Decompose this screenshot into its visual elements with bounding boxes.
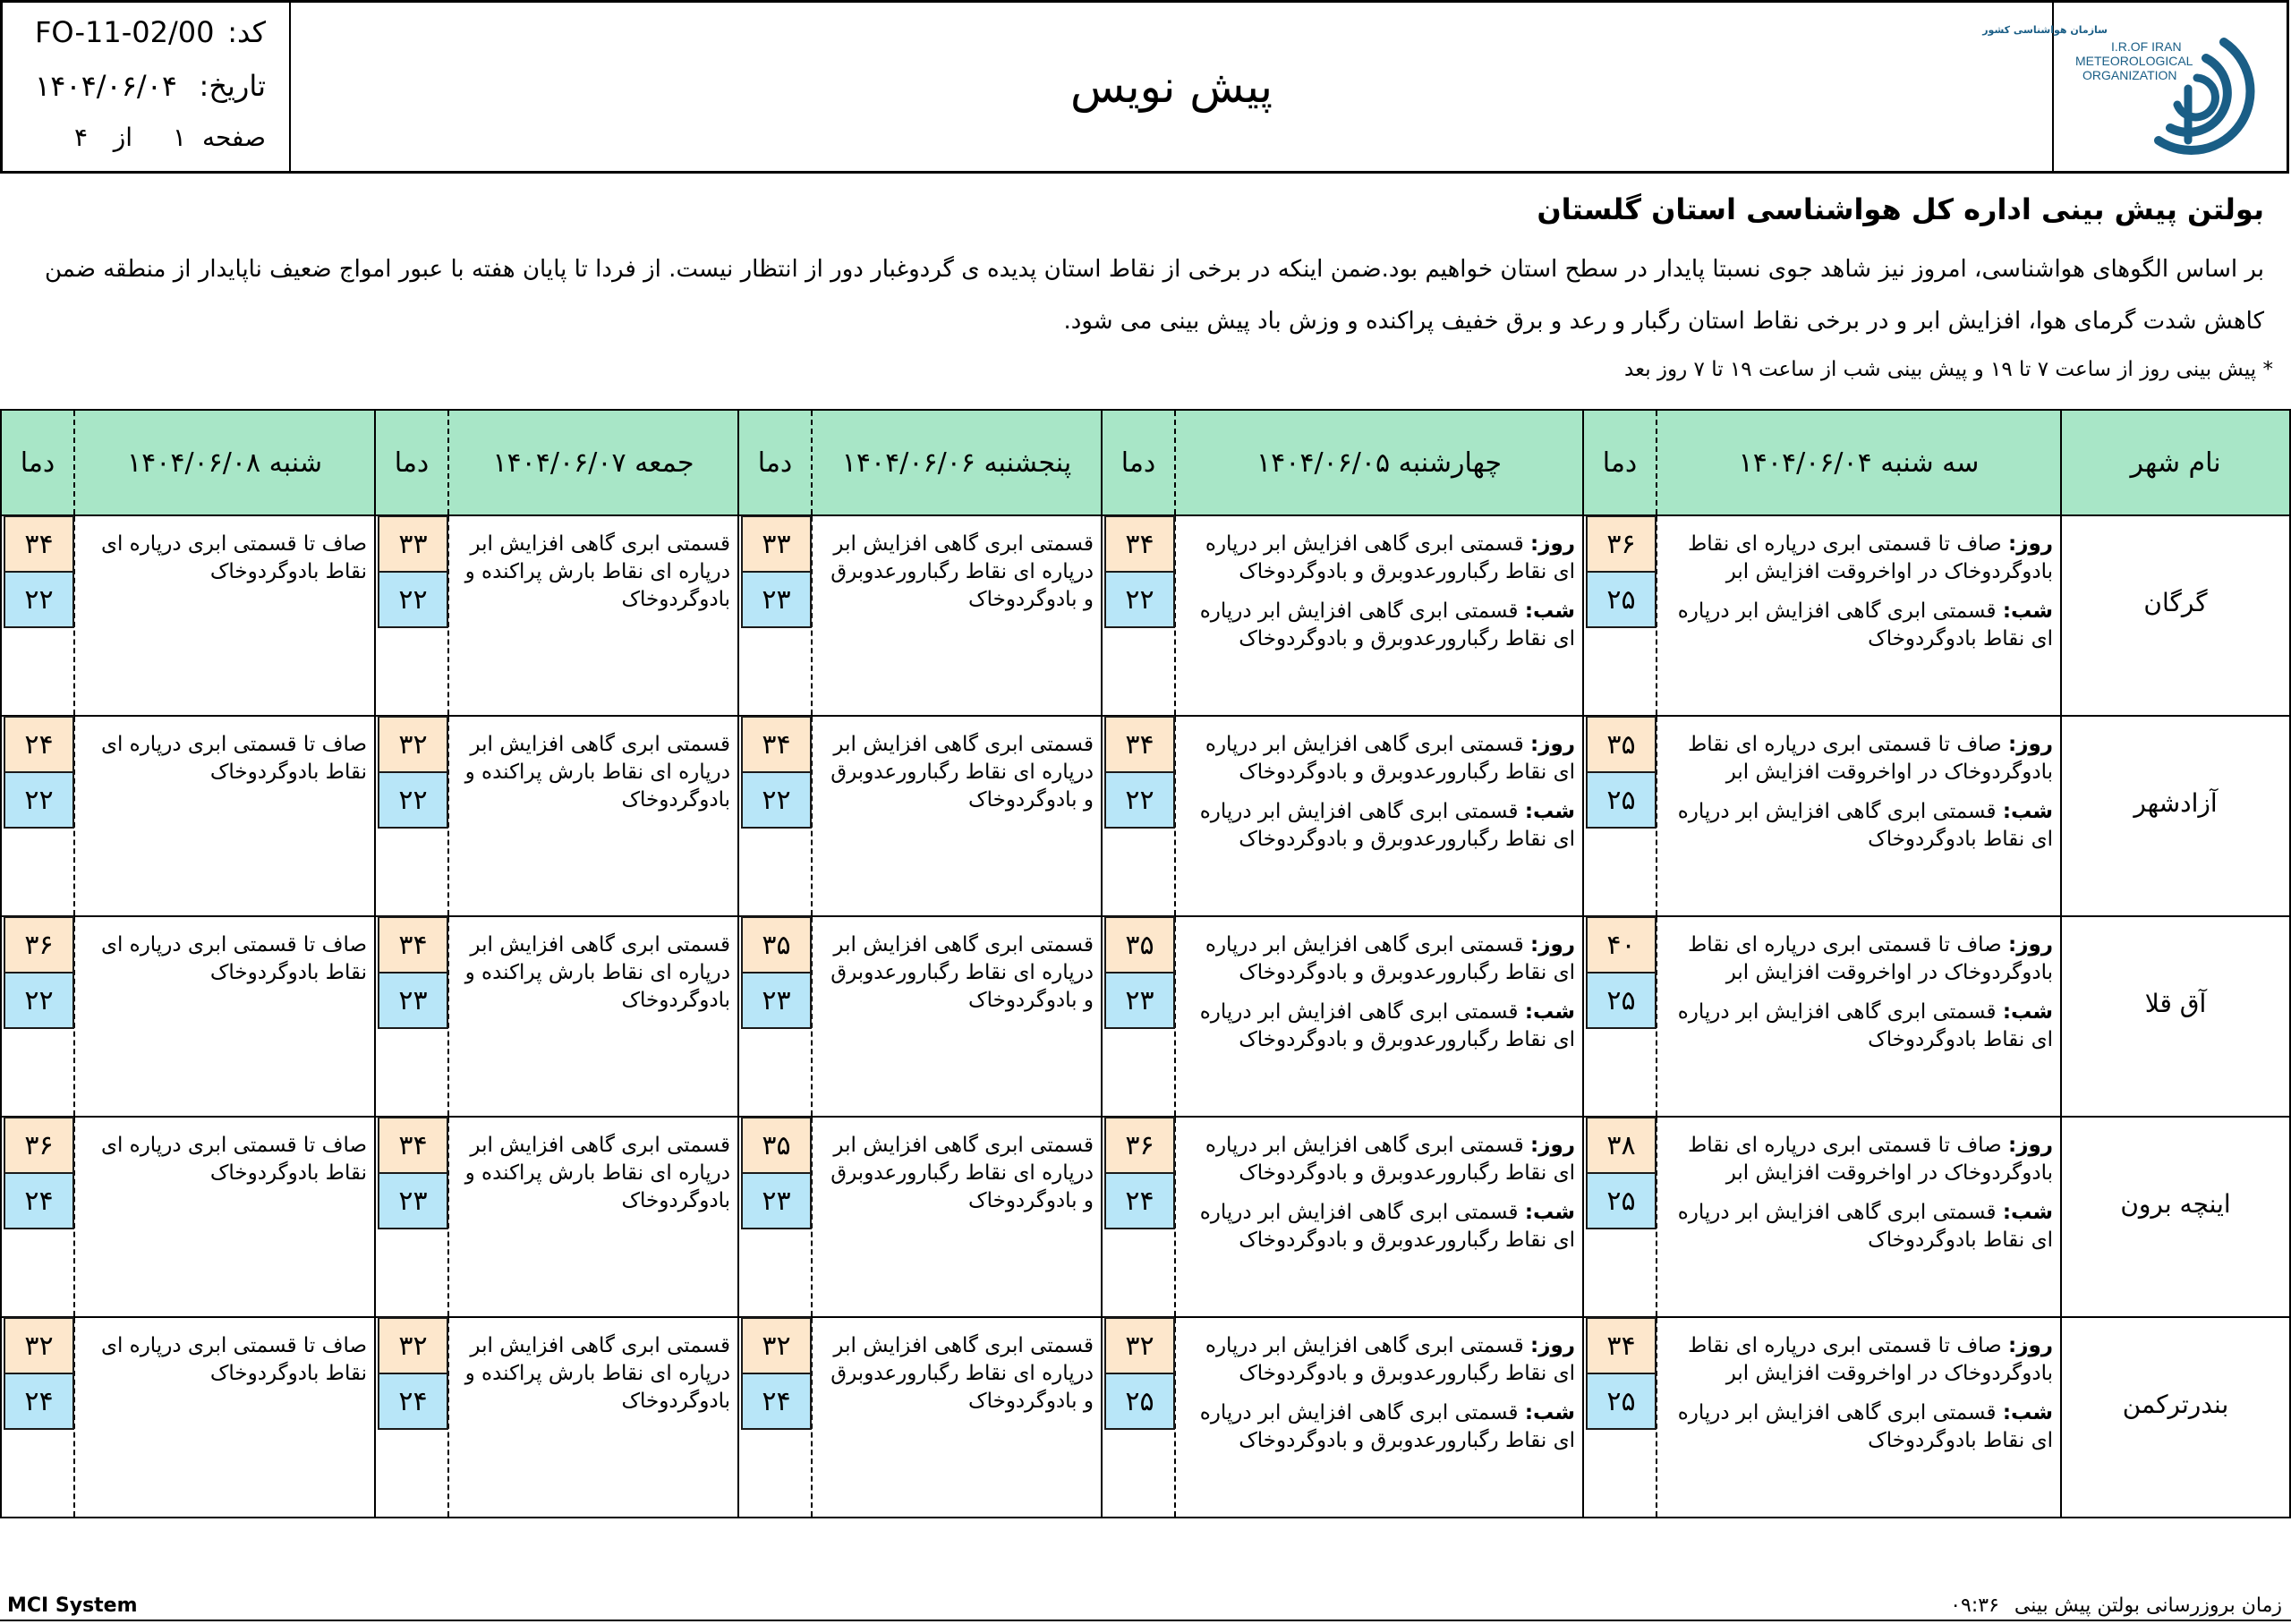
forecast-cell bbox=[74, 515, 375, 716]
day-label: روز: bbox=[2008, 1334, 2053, 1357]
temperature-cell bbox=[1583, 1117, 1657, 1317]
page-total: ۴ bbox=[73, 123, 88, 152]
forecast-body bbox=[1, 515, 2290, 1518]
min-temperature: ۲۴ bbox=[4, 1172, 74, 1229]
temperature-cell bbox=[375, 716, 448, 916]
date-value: ۱۴۰۴/۰۶/۰۴ bbox=[35, 69, 178, 103]
forecast-text: قسمتی ابری گاهی افزایش ابر درپاره ای نقاط بارش پراکنده و بادوگردوخاک bbox=[464, 933, 730, 1012]
min-temperature: ۲۲ bbox=[378, 771, 448, 829]
day-label: روز: bbox=[2008, 933, 2053, 957]
forecast-description bbox=[813, 1318, 1101, 1416]
day-label: روز: bbox=[2008, 733, 2053, 756]
temperature-cell bbox=[1583, 916, 1657, 1117]
temp-header: دما bbox=[738, 410, 812, 515]
code-label: کد: bbox=[227, 15, 266, 49]
temperature-cell bbox=[1102, 515, 1175, 716]
temp-header: دما bbox=[1583, 410, 1657, 515]
day-forecast bbox=[1181, 731, 1575, 786]
page-title: پیش نویس bbox=[1069, 61, 1273, 113]
night-label: شب: bbox=[1524, 1000, 1575, 1024]
day-header-5: شنبه ۱۴۰۴/۰۶/۰۸ bbox=[74, 410, 375, 515]
day-forecast-text: قسمتی ابری گاهی افزایش ابر درپاره ای نقاط رگبارورعدوبرق و بادوگردوخاک bbox=[1205, 532, 1575, 583]
night-forecast bbox=[1181, 1199, 1575, 1254]
code-row bbox=[3, 15, 289, 60]
table-row bbox=[1, 916, 2290, 1117]
day-forecast bbox=[1663, 731, 2053, 786]
max-temperature: ۳۴ bbox=[1586, 1317, 1657, 1374]
day-label: روز: bbox=[1530, 733, 1575, 756]
temperature-cell bbox=[375, 1117, 448, 1317]
temperature-cell bbox=[1, 515, 74, 716]
document-meta bbox=[3, 3, 291, 171]
day-forecast bbox=[1663, 531, 2053, 586]
forecast-cell bbox=[1175, 1117, 1583, 1317]
footer-divider bbox=[0, 1620, 2291, 1621]
min-temperature: ۲۳ bbox=[378, 972, 448, 1029]
min-temperature: ۲۲ bbox=[741, 771, 812, 829]
day-forecast-text: صاف تا قسمتی ابری درپاره ای نقاط بادوگردوخاک در اواخروقت افزایش ابر bbox=[1688, 1134, 2053, 1185]
date-label: تاریخ: bbox=[199, 69, 266, 103]
night-label: شب: bbox=[1524, 1201, 1575, 1224]
max-temperature: ۲۴ bbox=[4, 716, 74, 773]
temperature-cell bbox=[1102, 916, 1175, 1117]
forecast-cell bbox=[1657, 916, 2061, 1117]
page-row bbox=[3, 123, 289, 167]
max-temperature: ۳۴ bbox=[4, 515, 74, 573]
max-temperature: ۳۵ bbox=[741, 1117, 812, 1174]
logo bbox=[1982, 3, 2287, 171]
temperature-cell bbox=[375, 515, 448, 716]
night-label: شب: bbox=[2002, 599, 2053, 623]
night-forecast bbox=[1663, 999, 2053, 1054]
forecast-description bbox=[1176, 1318, 1582, 1455]
temperature-cell bbox=[1, 916, 74, 1117]
temperature-cell bbox=[1, 1317, 74, 1518]
forecast-cell bbox=[1175, 515, 1583, 716]
update-label: زمان بروزرسانی بولتن پیش بینی bbox=[2014, 1594, 2282, 1617]
min-temperature: ۲۳ bbox=[741, 571, 812, 628]
max-temperature: ۳۲ bbox=[1104, 1317, 1175, 1374]
max-temperature: ۳۴ bbox=[1104, 716, 1175, 773]
min-temperature: ۲۳ bbox=[741, 972, 812, 1029]
temperature-cell bbox=[375, 916, 448, 1117]
temperature-cell bbox=[1102, 716, 1175, 916]
night-label: شب: bbox=[1524, 800, 1575, 823]
city-name: گرگان bbox=[2061, 515, 2290, 716]
table-header-row bbox=[1, 410, 2290, 515]
forecast-cell bbox=[1175, 916, 1583, 1117]
night-forecast-text: قسمتی ابری گاهی افزایش ابر درپاره ای نقاط رگبارورعدوبرق و بادوگردوخاک bbox=[1199, 1000, 1575, 1051]
meteorological-organization-logo-icon bbox=[1982, 6, 2278, 167]
forecast-text: صاف تا قسمتی ابری درپاره ای نقاط بادوگردوخاک bbox=[100, 532, 367, 583]
day-forecast-text: صاف تا قسمتی ابری درپاره ای نقاط بادوگردوخاک در اواخروقت افزایش ابر bbox=[1688, 1334, 2053, 1385]
forecast-description bbox=[1657, 1318, 2060, 1455]
min-temperature: ۲۵ bbox=[1586, 1373, 1657, 1430]
forecast-description bbox=[1176, 917, 1582, 1054]
city-header: نام شهر bbox=[2061, 410, 2290, 515]
document-header bbox=[0, 0, 2289, 174]
night-forecast bbox=[1181, 999, 1575, 1054]
temperature-cell bbox=[738, 1117, 812, 1317]
day-forecast-text: صاف تا قسمتی ابری درپاره ای نقاط بادوگردوخاک در اواخروقت افزایش ابر bbox=[1688, 532, 2053, 583]
forecast-cell bbox=[1657, 515, 2061, 716]
forecast-cell bbox=[448, 515, 738, 716]
night-forecast bbox=[1663, 1399, 2053, 1455]
day-header-2: چهارشنبه ۱۴۰۴/۰۶/۰۵ bbox=[1175, 410, 1583, 515]
forecast-description bbox=[449, 516, 737, 614]
temperature-cell bbox=[738, 716, 812, 916]
forecast-description bbox=[813, 516, 1101, 614]
max-temperature: ۳۵ bbox=[741, 916, 812, 974]
forecast-text: صاف تا قسمتی ابری درپاره ای نقاط بادوگردوخاک bbox=[100, 1134, 367, 1185]
forecast-text: قسمتی ابری گاهی افزایش ابر درپاره ای نقاط بارش پراکنده و بادوگردوخاک bbox=[464, 733, 730, 812]
temperature-cell bbox=[1, 716, 74, 916]
forecast-description bbox=[1657, 516, 2060, 653]
day-forecast bbox=[1181, 931, 1575, 987]
day-forecast-text: صاف تا قسمتی ابری درپاره ای نقاط بادوگردوخاک در اواخروقت افزایش ابر bbox=[1688, 733, 2053, 784]
min-temperature: ۲۵ bbox=[1586, 571, 1657, 628]
max-temperature: ۳۳ bbox=[378, 515, 448, 573]
night-forecast-text: قسمتی ابری گاهی افزایش ابر درپاره ای نقاط رگبارورعدوبرق و بادوگردوخاک bbox=[1199, 599, 1575, 650]
forecast-description bbox=[75, 1318, 374, 1388]
max-temperature: ۳۲ bbox=[378, 1317, 448, 1374]
forecast-cell bbox=[812, 1117, 1102, 1317]
update-time: ۰۹:۳۶ bbox=[1950, 1594, 1999, 1617]
logo-text-en-1: I.R.OF IRAN bbox=[2111, 39, 2182, 54]
temperature-cell bbox=[1583, 515, 1657, 716]
forecast-cell bbox=[74, 1117, 375, 1317]
night-forecast bbox=[1181, 1399, 1575, 1455]
night-forecast bbox=[1663, 598, 2053, 653]
max-temperature: ۳۶ bbox=[4, 1117, 74, 1174]
forecast-cell bbox=[1175, 716, 1583, 916]
forecast-text: قسمتی ابری گاهی افزایش ابر درپاره ای نقاط رگبارورعدوبرق و بادوگردوخاک bbox=[830, 733, 1094, 812]
night-label: شب: bbox=[2002, 1401, 2053, 1424]
day-forecast-text: قسمتی ابری گاهی افزایش ابر درپاره ای نقاط رگبارورعدوبرق و بادوگردوخاک bbox=[1205, 933, 1575, 984]
night-forecast-text: قسمتی ابری گاهی افزایش ابر درپاره ای نقاط بادوگردوخاک bbox=[1677, 1201, 2053, 1252]
day-forecast-text: صاف تا قسمتی ابری درپاره ای نقاط بادوگردوخاک در اواخروقت افزایش ابر bbox=[1688, 933, 2053, 984]
temperature-cell bbox=[375, 1317, 448, 1518]
night-forecast-text: قسمتی ابری گاهی افزایش ابر درپاره ای نقاط بادوگردوخاک bbox=[1677, 800, 2053, 851]
max-temperature: ۳۵ bbox=[1104, 916, 1175, 974]
min-temperature: ۲۲ bbox=[4, 972, 74, 1029]
min-temperature: ۲۲ bbox=[4, 571, 74, 628]
forecast-description bbox=[813, 917, 1101, 1015]
day-header-1: سه شنبه ۱۴۰۴/۰۶/۰۴ bbox=[1657, 410, 2061, 515]
city-name: اینچه برون bbox=[2061, 1117, 2290, 1317]
night-forecast bbox=[1181, 598, 1575, 653]
forecast-cell bbox=[74, 1317, 375, 1518]
max-temperature: ۳۳ bbox=[741, 515, 812, 573]
night-label: شب: bbox=[2002, 1201, 2053, 1224]
table-row bbox=[1, 716, 2290, 916]
day-label: روز: bbox=[1530, 1334, 1575, 1357]
forecast-cell bbox=[1657, 1117, 2061, 1317]
temp-header: دما bbox=[1, 410, 74, 515]
night-label: شب: bbox=[2002, 1000, 2053, 1024]
code-value: FO-11-02/00 bbox=[35, 15, 215, 49]
day-forecast bbox=[1181, 531, 1575, 586]
min-temperature: ۲۴ bbox=[741, 1373, 812, 1430]
forecast-cell bbox=[812, 716, 1102, 916]
forecast-text: صاف تا قسمتی ابری درپاره ای نقاط بادوگردوخاک bbox=[100, 733, 367, 784]
logo-text-fa: سازمان هواشناسی کشور bbox=[1982, 24, 2108, 36]
max-temperature: ۳۲ bbox=[378, 716, 448, 773]
forecast-text: صاف تا قسمتی ابری درپاره ای نقاط بادوگردوخاک bbox=[100, 933, 367, 984]
min-temperature: ۲۴ bbox=[378, 1373, 448, 1430]
max-temperature: ۳۴ bbox=[378, 916, 448, 974]
day-label: روز: bbox=[2008, 532, 2053, 556]
forecast-text: قسمتی ابری گاهی افزایش ابر درپاره ای نقاط رگبارورعدوبرق و بادوگردوخاک bbox=[830, 1134, 1094, 1212]
forecast-cell bbox=[448, 916, 738, 1117]
update-info bbox=[1950, 1594, 2282, 1617]
bulletin-summary: بر اساس الگوهای هواشناسی، امروز نیز شاهد جوی نسبتا پایدار در سطح استان خواهیم بود.ضمن اینکه در برخی از نقاط استان پدیده ی گردوغبار دور از انتظار نیست. از فردا تا پایان هفته با عبور امواج ضعیف ناپایدار از منطقه ضمن کاهش شدت گرمای هوا، افزایش ابر و در برخی نقاط استان رگبار و رعد و برق خفیف پراکنده و وزش باد پیش بینی می شود. bbox=[45, 256, 2264, 335]
max-temperature: ۳۴ bbox=[741, 716, 812, 773]
min-temperature: ۲۲ bbox=[1104, 571, 1175, 628]
min-temperature: ۲۳ bbox=[378, 1172, 448, 1229]
min-temperature: ۲۵ bbox=[1586, 771, 1657, 829]
min-temperature: ۲۲ bbox=[4, 771, 74, 829]
forecast-cell bbox=[74, 716, 375, 916]
min-temperature: ۲۲ bbox=[1104, 771, 1175, 829]
logo-text-en-3: ORGANIZATION bbox=[2082, 68, 2177, 82]
forecast-cell bbox=[1657, 1317, 2061, 1518]
forecast-description bbox=[75, 917, 374, 987]
night-forecast bbox=[1181, 798, 1575, 854]
temp-header: دما bbox=[1102, 410, 1175, 515]
temperature-cell bbox=[738, 515, 812, 716]
bulletin-title: بولتن پیش بینی اداره کل هواشناسی استان گلستان bbox=[1537, 192, 2264, 226]
forecast-cell bbox=[1657, 716, 2061, 916]
forecast-description bbox=[75, 516, 374, 586]
min-temperature: ۲۴ bbox=[1104, 1172, 1175, 1229]
min-temperature: ۲۳ bbox=[1104, 972, 1175, 1029]
temperature-cell bbox=[1583, 716, 1657, 916]
day-header-4: جمعه ۱۴۰۴/۰۶/۰۷ bbox=[448, 410, 738, 515]
forecast-cell bbox=[812, 916, 1102, 1117]
max-temperature: ۳۴ bbox=[1104, 515, 1175, 573]
forecast-table bbox=[0, 409, 2291, 1518]
forecast-text: قسمتی ابری گاهی افزایش ابر درپاره ای نقاط رگبارورعدوبرق و بادوگردوخاک bbox=[830, 1334, 1094, 1413]
temperature-cell bbox=[1102, 1117, 1175, 1317]
day-forecast bbox=[1663, 1332, 2053, 1388]
day-forecast bbox=[1181, 1132, 1575, 1187]
page-of: از bbox=[113, 123, 132, 152]
forecast-text: قسمتی ابری گاهی افزایش ابر درپاره ای نقاط بارش پراکنده و بادوگردوخاک bbox=[464, 1334, 730, 1413]
night-label: شب: bbox=[1524, 599, 1575, 623]
night-forecast bbox=[1663, 798, 2053, 854]
forecast-cell bbox=[74, 916, 375, 1117]
max-temperature: ۴۰ bbox=[1586, 916, 1657, 974]
night-forecast-text: قسمتی ابری گاهی افزایش ابر درپاره ای نقاط رگبارورعدوبرق و بادوگردوخاک bbox=[1199, 1401, 1575, 1452]
city-name: آزادشهر bbox=[2061, 716, 2290, 916]
night-forecast-text: قسمتی ابری گاهی افزایش ابر درپاره ای نقاط بادوگردوخاک bbox=[1677, 1000, 2053, 1051]
table-row bbox=[1, 1317, 2290, 1518]
night-forecast bbox=[1663, 1199, 2053, 1254]
logo-text-en-2: METEOROLOGICAL bbox=[2075, 54, 2193, 68]
temperature-cell bbox=[738, 1317, 812, 1518]
forecast-description bbox=[75, 717, 374, 786]
forecast-cell bbox=[448, 1317, 738, 1518]
night-forecast-text: قسمتی ابری گاهی افزایش ابر درپاره ای نقاط رگبارورعدوبرق و بادوگردوخاک bbox=[1199, 800, 1575, 851]
max-temperature: ۳۲ bbox=[741, 1317, 812, 1374]
forecast-text: قسمتی ابری گاهی افزایش ابر درپاره ای نقاط رگبارورعدوبرق و بادوگردوخاک bbox=[830, 933, 1094, 1012]
forecast-description bbox=[1657, 1118, 2060, 1254]
min-temperature: ۲۵ bbox=[1586, 972, 1657, 1029]
forecast-period-note: * پیش بینی روز از ساعت ۷ تا ۱۹ و پیش بینی شب از ساعت ۱۹ تا ۷ روز بعد bbox=[1624, 358, 2273, 381]
forecast-description bbox=[813, 1118, 1101, 1215]
max-temperature: ۳۴ bbox=[378, 1117, 448, 1174]
city-name: بندرترکمن bbox=[2061, 1317, 2290, 1518]
max-temperature: ۳۵ bbox=[1586, 716, 1657, 773]
day-forecast-text: قسمتی ابری گاهی افزایش ابر درپاره ای نقاط رگبارورعدوبرق و بادوگردوخاک bbox=[1205, 1334, 1575, 1385]
forecast-cell bbox=[448, 1117, 738, 1317]
forecast-description bbox=[449, 917, 737, 1015]
day-forecast bbox=[1663, 931, 2053, 987]
max-temperature: ۳۸ bbox=[1586, 1117, 1657, 1174]
forecast-text: صاف تا قسمتی ابری درپاره ای نقاط بادوگردوخاک bbox=[100, 1334, 367, 1385]
forecast-description bbox=[1657, 717, 2060, 854]
date-row bbox=[3, 69, 289, 114]
day-label: روز: bbox=[1530, 933, 1575, 957]
forecast-text: قسمتی ابری گاهی افزایش ابر درپاره ای نقاط رگبارورعدوبرق و بادوگردوخاک bbox=[830, 532, 1094, 611]
night-forecast-text: قسمتی ابری گاهی افزایش ابر درپاره ای نقاط رگبارورعدوبرق و بادوگردوخاک bbox=[1199, 1201, 1575, 1252]
day-forecast-text: قسمتی ابری گاهی افزایش ابر درپاره ای نقاط رگبارورعدوبرق و بادوگردوخاک bbox=[1205, 1134, 1575, 1185]
night-forecast-text: قسمتی ابری گاهی افزایش ابر درپاره ای نقاط بادوگردوخاک bbox=[1677, 1401, 2053, 1452]
max-temperature: ۳۶ bbox=[4, 916, 74, 974]
min-temperature: ۲۴ bbox=[4, 1373, 74, 1430]
page-current: ۱ bbox=[172, 123, 186, 152]
day-label: روز: bbox=[1530, 532, 1575, 556]
max-temperature: ۳۲ bbox=[4, 1317, 74, 1374]
min-temperature: ۲۳ bbox=[741, 1172, 812, 1229]
forecast-description bbox=[1176, 516, 1582, 653]
temperature-cell bbox=[738, 916, 812, 1117]
day-forecast-text: قسمتی ابری گاهی افزایش ابر درپاره ای نقاط رگبارورعدوبرق و بادوگردوخاک bbox=[1205, 733, 1575, 784]
temperature-cell bbox=[1102, 1317, 1175, 1518]
day-forecast bbox=[1663, 1132, 2053, 1187]
table-row bbox=[1, 515, 2290, 716]
min-temperature: ۲۵ bbox=[1104, 1373, 1175, 1430]
forecast-description bbox=[75, 1118, 374, 1187]
forecast-cell bbox=[1175, 1317, 1583, 1518]
night-forecast-text: قسمتی ابری گاهی افزایش ابر درپاره ای نقاط بادوگردوخاک bbox=[1677, 599, 2053, 650]
forecast-description bbox=[1657, 917, 2060, 1054]
forecast-description bbox=[449, 717, 737, 814]
forecast-description bbox=[1176, 1118, 1582, 1254]
min-temperature: ۲۵ bbox=[1586, 1172, 1657, 1229]
system-name: MCI System bbox=[7, 1594, 138, 1617]
forecast-description bbox=[813, 717, 1101, 814]
page-label: صفحه bbox=[201, 123, 266, 152]
temperature-cell bbox=[1, 1117, 74, 1317]
table-row bbox=[1, 1117, 2290, 1317]
day-forecast bbox=[1181, 1332, 1575, 1388]
temp-header: دما bbox=[375, 410, 448, 515]
forecast-cell bbox=[812, 515, 1102, 716]
forecast-cell bbox=[812, 1317, 1102, 1518]
city-name: آق قلا bbox=[2061, 916, 2290, 1117]
forecast-description bbox=[449, 1318, 737, 1416]
min-temperature: ۲۲ bbox=[378, 571, 448, 628]
max-temperature: ۳۶ bbox=[1586, 515, 1657, 573]
temperature-cell bbox=[1583, 1317, 1657, 1518]
forecast-description bbox=[1176, 717, 1582, 854]
max-temperature: ۳۶ bbox=[1104, 1117, 1175, 1174]
forecast-text: قسمتی ابری گاهی افزایش ابر درپاره ای نقاط بارش پراکنده و بادوگردوخاک bbox=[464, 532, 730, 611]
day-label: روز: bbox=[2008, 1134, 2053, 1157]
day-header-3: پنجشنبه ۱۴۰۴/۰۶/۰۶ bbox=[812, 410, 1102, 515]
forecast-cell bbox=[448, 716, 738, 916]
night-label: شب: bbox=[2002, 800, 2053, 823]
night-label: شب: bbox=[1524, 1401, 1575, 1424]
forecast-text: قسمتی ابری گاهی افزایش ابر درپاره ای نقاط بارش پراکنده و بادوگردوخاک bbox=[464, 1134, 730, 1212]
day-label: روز: bbox=[1530, 1134, 1575, 1157]
forecast-description bbox=[449, 1118, 737, 1215]
